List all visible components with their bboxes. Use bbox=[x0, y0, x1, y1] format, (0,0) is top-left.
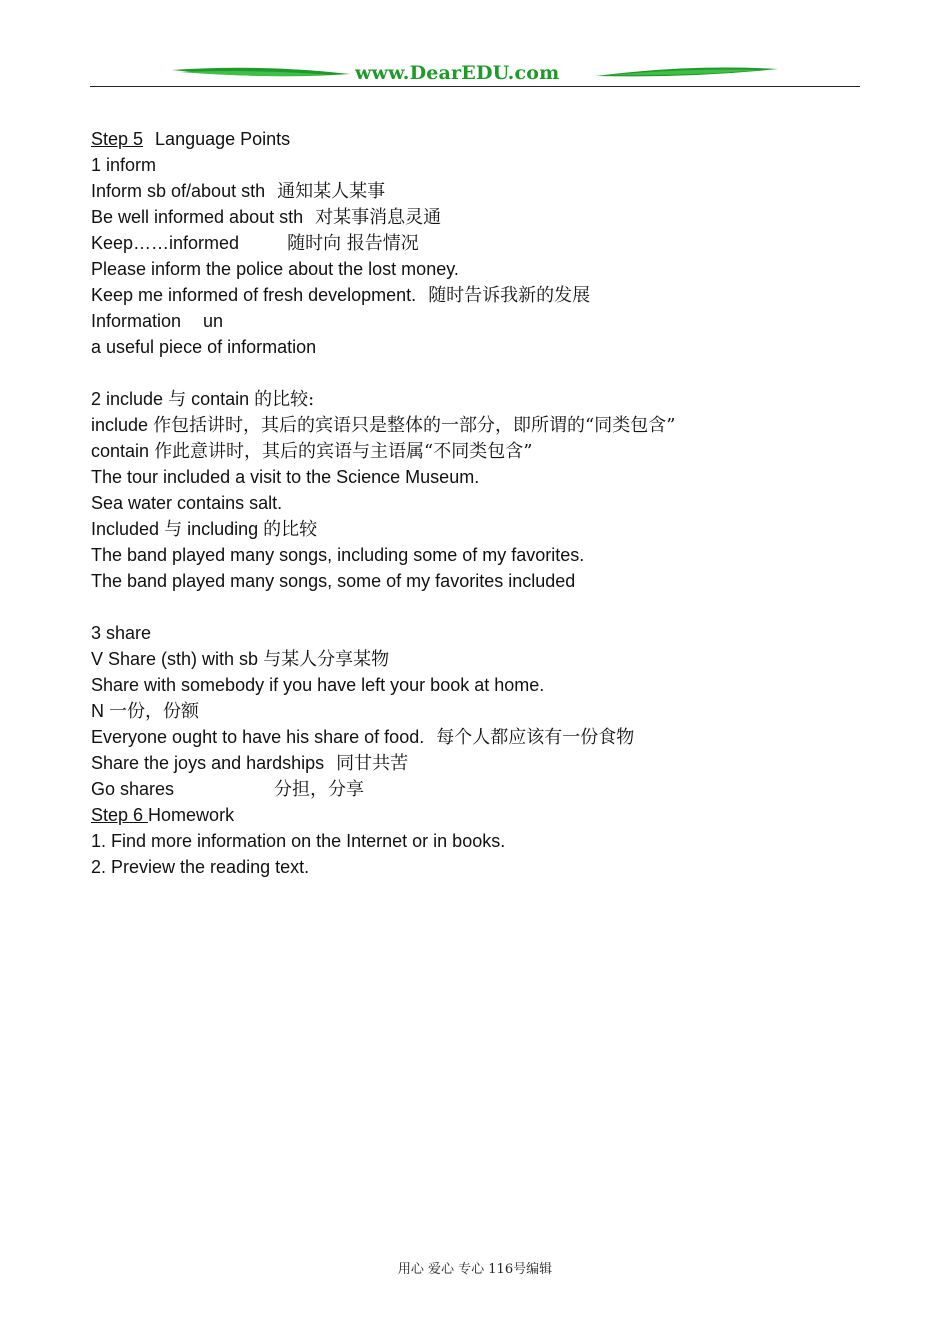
share-line-3-cn: 一份，份额 bbox=[109, 701, 200, 722]
share-line-5-en: Share the joys and hardships bbox=[91, 753, 325, 773]
include-line-5 bbox=[91, 516, 871, 542]
document-body bbox=[91, 126, 871, 880]
inform-line-3 bbox=[91, 230, 871, 256]
site-logo-text: www.DearEDU.com bbox=[355, 62, 560, 84]
include-line-1 bbox=[91, 412, 871, 438]
step5-heading bbox=[91, 126, 871, 152]
include-heading-en2: contain bbox=[191, 389, 250, 409]
share-line-2: Share with somebody if you have left your book at home. bbox=[91, 675, 545, 695]
homework-item: 2. Preview the reading text. bbox=[91, 857, 310, 877]
inform-line-1 bbox=[91, 178, 871, 204]
spacer bbox=[91, 360, 871, 386]
share-line-5-cn: 同甘共苦 bbox=[336, 753, 409, 774]
include-line-7: The band played many songs, some of my favorites included bbox=[91, 571, 576, 591]
share-line-1-en: V Share (sth) with sb bbox=[91, 649, 259, 669]
step6-title: Homework bbox=[148, 805, 235, 825]
page-header bbox=[0, 0, 950, 100]
inform-line-3-en: Keep……informed bbox=[91, 233, 240, 253]
include-line-3: The tour included a visit to the Science Museum. bbox=[91, 467, 480, 487]
inform-line-1-cn: 通知某人某事 bbox=[277, 181, 386, 202]
include-heading bbox=[91, 386, 871, 412]
include-line-1-cn: 作包括讲时，其后的宾语只是整体的一部分，即所谓的“同类包含” bbox=[153, 415, 676, 436]
inform-line-5 bbox=[91, 282, 871, 308]
swoosh-logo-graphic bbox=[0, 0, 950, 100]
share-line-6-cn: 分担，分享 bbox=[274, 779, 365, 800]
inform-line-2-cn: 对某事消息灵通 bbox=[315, 207, 442, 228]
header-divider bbox=[90, 86, 860, 87]
homework-item: 1. Find more information on the Internet or in books. bbox=[91, 831, 506, 851]
include-line-2-cn: 作此意讲时，其后的宾语与主语属“不同类包含” bbox=[154, 441, 533, 462]
page-footer: 用心 爱心 专心 116号编辑 bbox=[397, 1262, 553, 1277]
step6-heading bbox=[91, 802, 871, 828]
include-line-5-cn1: 与 bbox=[164, 519, 183, 540]
share-line-6 bbox=[91, 776, 871, 802]
include-line-5-en1: Included bbox=[91, 519, 160, 539]
inform-line-6-b: un bbox=[203, 311, 224, 331]
share-line-6-en: Go shares bbox=[91, 779, 175, 799]
include-line-2 bbox=[91, 438, 871, 464]
inform-line-6-a: Information bbox=[91, 311, 182, 331]
share-line-4-cn: 每个人都应该有一份食物 bbox=[436, 727, 635, 748]
include-heading-cn1: 与 bbox=[168, 389, 187, 410]
include-line-4: Sea water contains salt. bbox=[91, 493, 283, 513]
inform-line-6 bbox=[91, 308, 871, 334]
inform-line-3-cn: 随时向 报告情况 bbox=[287, 233, 419, 254]
include-line-1-en: include bbox=[91, 415, 149, 435]
step6-label: Step 6 bbox=[91, 805, 149, 825]
inform-line-2-en: Be well informed about sth bbox=[91, 207, 304, 227]
inform-heading: 1 inform bbox=[91, 155, 157, 175]
step5-title: Language Points bbox=[155, 129, 291, 149]
include-line-5-en2: including bbox=[187, 519, 259, 539]
share-line-4-en: Everyone ought to have his share of food. bbox=[91, 727, 425, 747]
inform-line-5-en: Keep me informed of fresh development. bbox=[91, 285, 417, 305]
share-line-3 bbox=[91, 698, 871, 724]
share-heading: 3 share bbox=[91, 623, 152, 643]
include-line-5-cn2: 的比较 bbox=[263, 519, 318, 540]
spacer bbox=[91, 594, 871, 620]
share-line-1 bbox=[91, 646, 871, 672]
include-heading-cn2: 的比较: bbox=[254, 389, 315, 410]
inform-line-5-cn: 随时告诉我新的发展 bbox=[428, 285, 591, 306]
include-heading-en1: 2 include bbox=[91, 389, 164, 409]
share-line-3-en: N bbox=[91, 701, 104, 721]
share-line-1-cn: 与某人分享某物 bbox=[263, 649, 390, 670]
include-line-2-en: contain bbox=[91, 441, 150, 461]
share-line-4 bbox=[91, 724, 871, 750]
share-line-5 bbox=[91, 750, 871, 776]
step5-label: Step 5 bbox=[91, 129, 144, 149]
include-line-6: The band played many songs, including some of my favorites. bbox=[91, 545, 585, 565]
inform-line-7: a useful piece of information bbox=[91, 337, 317, 357]
inform-line-2 bbox=[91, 204, 871, 230]
inform-line-4: Please inform the police about the lost money. bbox=[91, 259, 459, 279]
inform-line-1-en: Inform sb of/about sth bbox=[91, 181, 266, 201]
